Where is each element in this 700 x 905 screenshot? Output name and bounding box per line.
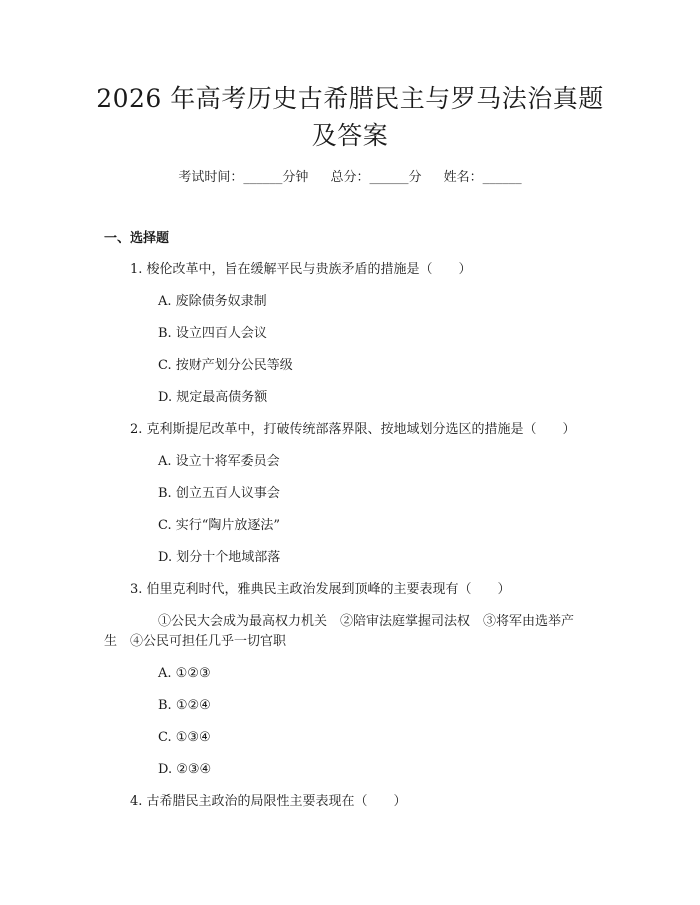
answer-option: A. 废除债务奴隶制 bbox=[158, 294, 267, 309]
answer-option: B. ①②④ bbox=[158, 698, 211, 713]
exam-time: 考试时间：______分钟 bbox=[178, 170, 309, 185]
question-material: ①公民大会成为最高权力机关 ②陪审法庭掌握司法权 ③将军由选举产 bbox=[158, 614, 575, 629]
answer-option: D. ②③④ bbox=[158, 762, 212, 777]
question-stem: 3. 伯里克利时代，雅典民主政治发展到顶峰的主要表现有（ ） bbox=[130, 582, 511, 597]
section-heading: 一、选择题 bbox=[104, 231, 170, 246]
exam-meta bbox=[0, 169, 700, 187]
exam-score: 总分：______分 bbox=[330, 170, 422, 185]
answer-option: D. 规定最高债务额 bbox=[158, 390, 268, 405]
answer-option: C. 按财产划分公民等级 bbox=[158, 358, 293, 373]
question-stem: 1. 梭伦改革中，旨在缓解平民与贵族矛盾的措施是（ ） bbox=[130, 262, 472, 277]
answer-option: A. ①②③ bbox=[158, 666, 211, 681]
answer-option: B. 设立四百人会议 bbox=[158, 326, 267, 341]
question-stem: 2. 克利斯提尼改革中，打破传统部落界限、按地域划分选区的措施是（ ） bbox=[130, 422, 576, 437]
exam-title-line1: 2026 年高考历史古希腊民主与罗马法治真题 bbox=[96, 84, 604, 113]
answer-option: D. 划分十个地域部落 bbox=[158, 550, 281, 565]
question-material: 生 ④公民可担任几乎一切官职 bbox=[104, 634, 287, 649]
exam-title-line2: 及答案 bbox=[311, 121, 389, 150]
answer-option: B. 创立五百人议事会 bbox=[158, 486, 280, 501]
exam-name: 姓名：______ bbox=[443, 170, 522, 185]
answer-option: C. 实行“陶片放逐法” bbox=[158, 518, 281, 533]
question-stem: 4. 古希腊民主政治的局限性主要表现在（ ） bbox=[130, 794, 407, 809]
answer-option: A. 设立十将军委员会 bbox=[158, 454, 280, 469]
answer-option: C. ①③④ bbox=[158, 730, 211, 745]
